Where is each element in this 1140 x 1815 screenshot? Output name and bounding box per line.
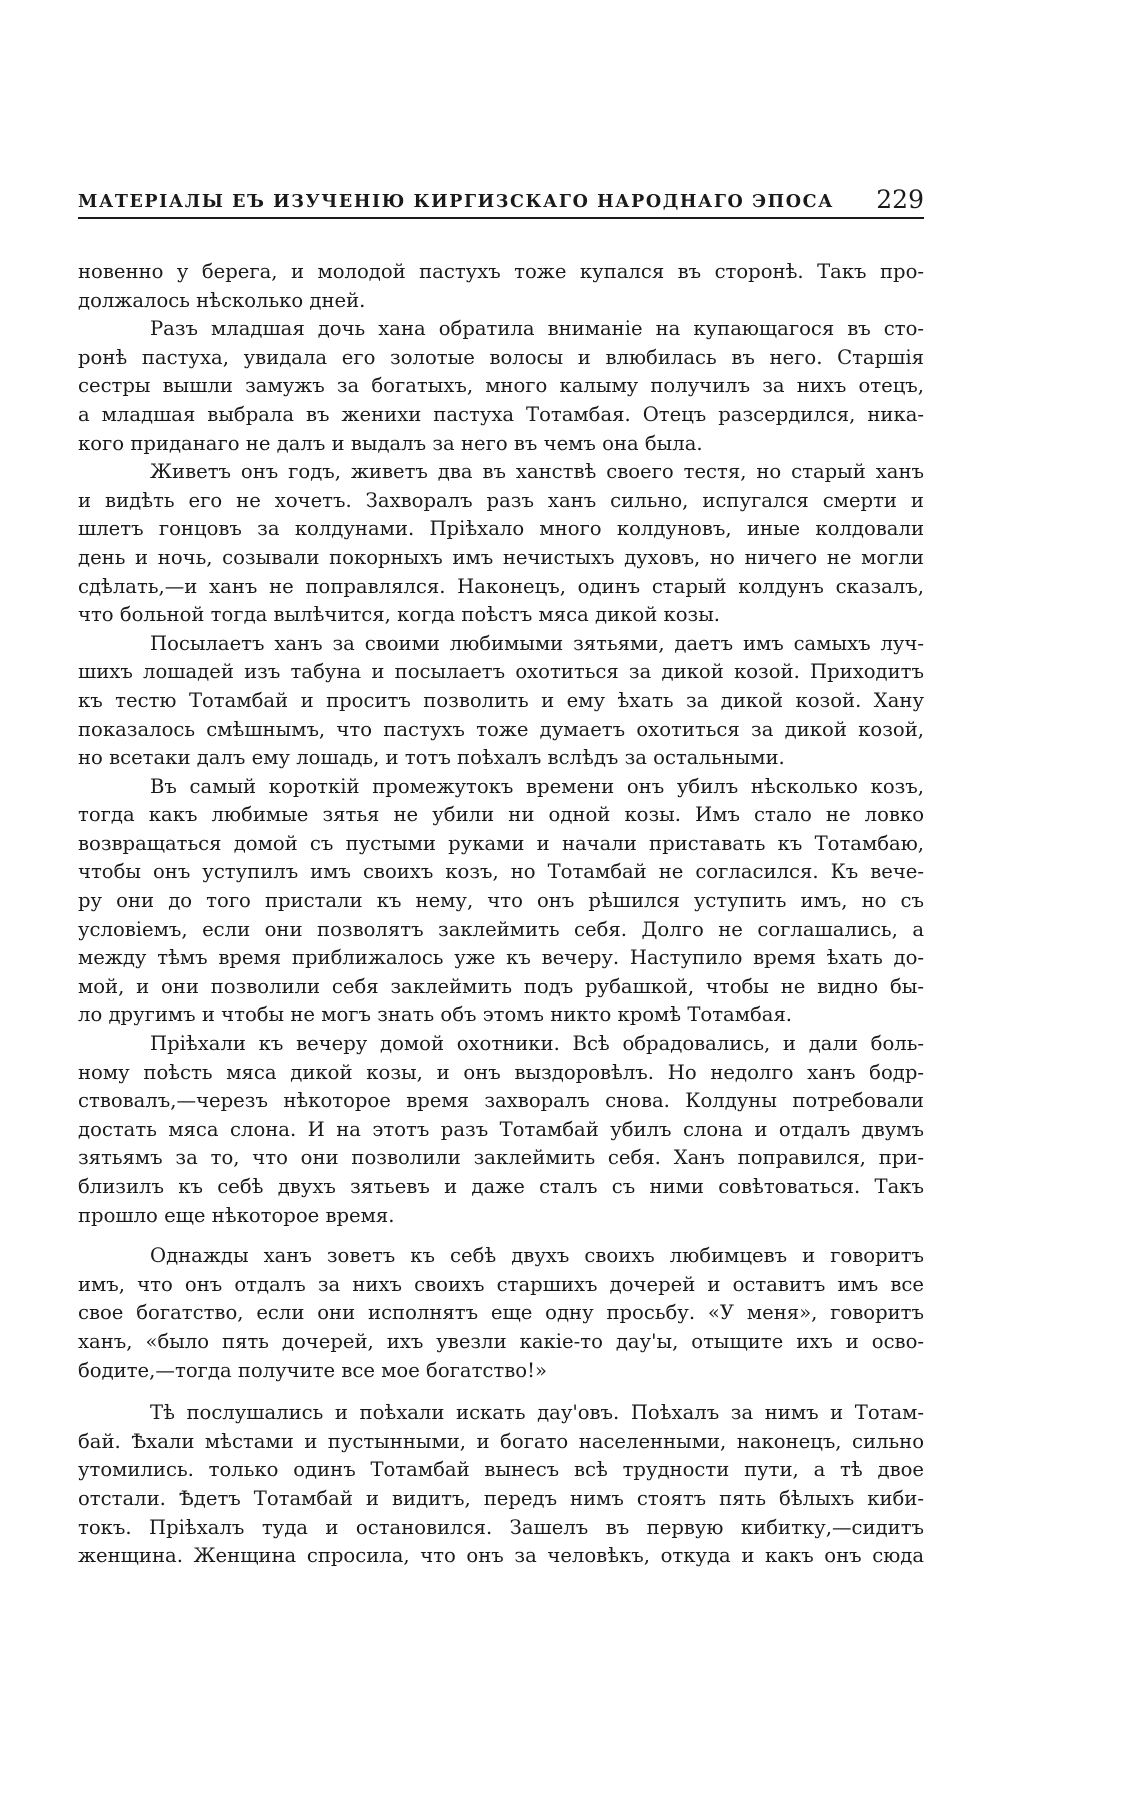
paragraph-6 <box>78 1030 924 1230</box>
page-number: 229 <box>876 185 924 214</box>
text-line: сестры вышли замужъ за богатыхъ, много калыму получилъ за нихъ отецъ, <box>78 374 924 398</box>
text-line: ло другимъ и чтобы не могъ знать объ этомъ никто кромѣ Тотамбая. <box>78 1003 793 1027</box>
text-line: свое богатство, если они исполнятъ еще одну просьбу. «У меня», говоритъ <box>78 1301 924 1325</box>
text-line: достать мяса слона. И на этотъ разъ Тотамбай убилъ слона и отдалъ двумъ <box>78 1117 924 1141</box>
text-line: и видѣть его не хочетъ. Захворалъ разъ ханъ сильно, испугался смерти и <box>78 488 924 512</box>
text-line: что больной тогда вылѣчится, когда поѣстъ мяса дикой козы. <box>78 603 721 627</box>
text-line: ствовалъ,—черезъ нѣкоторое время захворалъ снова. Колдуны потребовали <box>78 1089 924 1113</box>
text-line: близилъ къ себѣ двухъ зятьевъ и даже сталъ съ ними совѣтоваться. Такъ <box>78 1175 924 1198</box>
text-line: Однажды ханъ зоветъ къ себѣ двухъ своихъ любимцевъ и говоритъ <box>150 1244 924 1268</box>
paragraph-5 <box>78 773 924 1030</box>
text-line: ронѣ пастуха, увидала его золотые волосы и влюбилась въ него. Старшія <box>78 345 924 369</box>
text-line: между тѣмъ время приближалось уже къ вечеру. Наступило время ѣхать до- <box>78 946 924 970</box>
text-line: бай. Ѣхали мѣстами и пустынными, и богато населенными, наконецъ, сильно <box>78 1429 924 1453</box>
paragraph-3 <box>78 458 924 630</box>
text-line: ру они до того пристали къ нему, что онъ рѣшился уступить имъ, но съ <box>78 889 924 913</box>
text-line: шлетъ гонцовъ за колдунами. Пріѣхало много колдуновъ, иные колдовали <box>78 517 924 541</box>
text-line: ному поѣсть мяса дикой козы, и онъ выздоровѣлъ. Но недолго ханъ бодр- <box>78 1060 924 1084</box>
text-line: кого приданаго не далъ и выдалъ за него въ чемъ она была. <box>78 431 703 455</box>
text-line: прошло еще нѣкоторое время. <box>78 1203 395 1227</box>
paragraph-gap <box>78 1385 924 1399</box>
text-line: бодите,—тогда получите все мое богатство!» <box>78 1358 547 1382</box>
text-line: къ тестю Тотамбай и проситъ позволить и ему ѣхать за дикой козой. Хану <box>78 688 924 712</box>
text-line: имъ, что онъ отдалъ за нихъ своихъ старшихъ дочерей и оставитъ имъ все <box>78 1272 924 1296</box>
text-line: Тѣ послушались и поѣхали искать дау'овъ. Поѣхалъ за нимъ и Тотам- <box>150 1401 924 1425</box>
paragraph-2 <box>78 315 924 458</box>
text-line: возвращаться домой съ пустыми руками и начали приставать къ Тотамбаю, <box>78 831 924 855</box>
running-title: МАТЕРІАЛЫ ЕЪ ИЗУЧЕНІЮ КИРГИЗСКАГО НАРОДНАГО ЭПОСА <box>78 192 834 212</box>
text-line: шихъ лошадей изъ табуна и посылаетъ охотиться за дикой козой. Приходитъ <box>78 660 924 684</box>
paragraph-8 <box>78 1399 924 1571</box>
paragraph-4 <box>78 630 924 773</box>
text-line: токъ. Пріѣхалъ туда и остановился. Зашелъ въ первую кибитку,—сидитъ <box>78 1515 924 1539</box>
paragraph-gap <box>78 1230 924 1242</box>
text-line: показалось смѣшнымъ, что пастухъ тоже думаетъ охотиться за дикой козой, <box>78 717 924 741</box>
paragraph-1 <box>78 258 924 315</box>
text-line: условіемъ, если они позволятъ заклеймить себя. Долго не соглашались, а <box>78 917 924 941</box>
text-line: а младшая выбрала въ женихи пастуха Тотамбая. Отецъ разсердился, ника- <box>78 402 924 426</box>
page-header <box>78 178 924 212</box>
text-line: ханъ, «было пять дочерей, ихъ увезли какіе-то дау'ы, отыщите ихъ и осво- <box>78 1329 924 1353</box>
text-line: Пріѣхали къ вечеру домой охотники. Всѣ обрадовались, и дали боль- <box>150 1032 924 1056</box>
body-text <box>78 258 924 1571</box>
text-line: должалось нѣсколько дней. <box>78 288 366 312</box>
text-line: Посылаетъ ханъ за своими любимыми зятьями, даетъ имъ самыхъ луч- <box>150 631 924 655</box>
text-line: Разъ младшая дочь хана обратила вниманіе на купающагося въ сто- <box>150 317 924 341</box>
text-line: тогда какъ любимые зятья не убили ни одной козы. Имъ стало не ловко <box>78 803 924 827</box>
text-line: новенно у берега, и молодой пастухъ тоже купался въ сторонѣ. Такъ про- <box>78 260 924 283</box>
text-line: сдѣлать,—и ханъ не поправлялся. Наконецъ, одинъ старый колдунъ сказалъ, <box>78 574 924 598</box>
text-line: Въ самый короткій промежутокъ времени онъ убилъ нѣсколько козъ, <box>150 774 924 798</box>
paragraph-7 <box>78 1242 924 1385</box>
text-line: день и ночь, созывали покорныхъ имъ нечистыхъ духовъ, но ничего не могли <box>78 545 924 569</box>
text-line: Живетъ онъ годъ, живетъ два въ ханствѣ своего тестя, но старый ханъ <box>150 460 924 484</box>
text-line: чтобы онъ уступилъ имъ своихъ козъ, но Тотамбай не согласился. Къ вече- <box>78 860 924 884</box>
text-line: утомились. только одинъ Тотамбай вынесъ всѣ трудности пути, а тѣ двое <box>78 1458 924 1482</box>
text-line: но всетаки далъ ему лошадь, и тотъ поѣхалъ вслѣдъ за остальными. <box>78 746 785 770</box>
text-line: зятьямъ за то, что они позволили заклеймить себя. Ханъ поправился, при- <box>78 1146 924 1170</box>
header-rule <box>78 217 924 219</box>
text-line: женщина. Женщина спросила, что онъ за человѣкъ, откуда и какъ онъ сюда <box>78 1544 924 1568</box>
text-line: мой, и они позволили себя заклеймить подъ рубашкой, чтобы не видно бы- <box>78 974 924 998</box>
text-line: отстали. Ѣдетъ Тотамбай и видитъ, передъ нимъ стоятъ пять бѣлыхъ киби- <box>78 1486 924 1510</box>
